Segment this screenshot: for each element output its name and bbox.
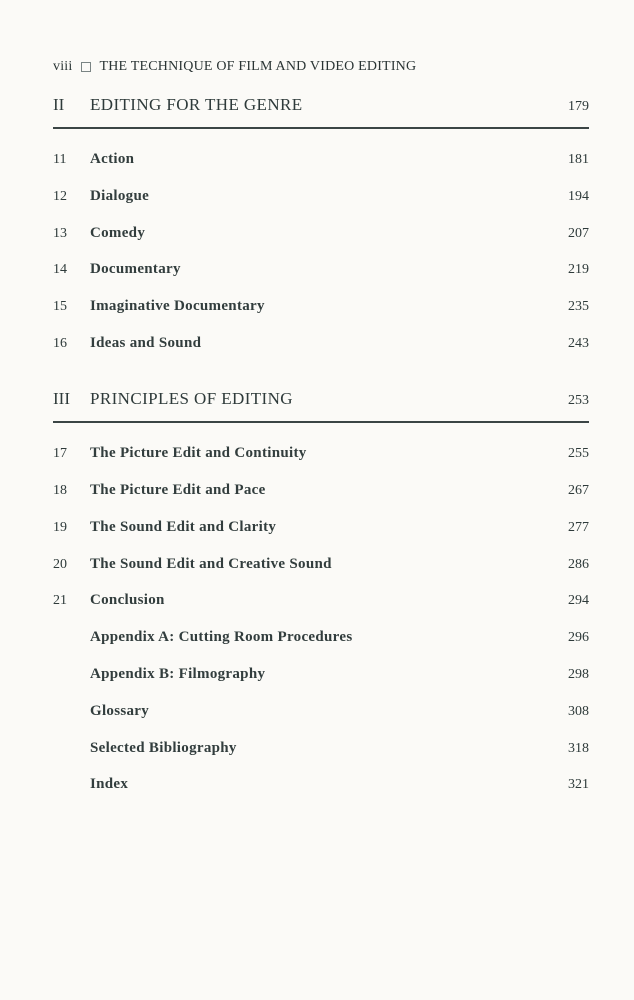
chapter-page: 321 [568, 777, 589, 792]
toc-entry [53, 445, 589, 462]
chapter-title: The Picture Edit and Pace [90, 482, 266, 498]
chapter-page: 277 [568, 520, 589, 535]
toc-entry [53, 519, 589, 536]
chapter-page: 267 [568, 483, 589, 498]
part-title: EDITING FOR THE GENRE [90, 95, 303, 114]
part-heading [53, 95, 589, 115]
chapter-number: 13 [53, 226, 67, 241]
chapter-page: 298 [568, 667, 589, 682]
chapter-page: 294 [568, 593, 589, 608]
chapter-number: 17 [53, 446, 67, 461]
chapter-title: The Picture Edit and Continuity [90, 445, 307, 461]
part-rule [53, 127, 589, 129]
chapter-number: 20 [53, 557, 67, 572]
chapter-page: 318 [568, 741, 589, 756]
chapter-title: Documentary [90, 261, 181, 277]
toc-entry [53, 482, 589, 499]
toc-entry [53, 335, 589, 352]
chapter-page: 194 [568, 189, 589, 204]
chapter-page: 243 [568, 336, 589, 351]
part-page: 253 [568, 393, 589, 408]
toc-entry [53, 225, 589, 242]
chapter-title: Appendix B: Filmography [90, 666, 266, 682]
chapter-page: 255 [568, 446, 589, 461]
chapter-page: 296 [568, 630, 589, 645]
running-head [53, 59, 416, 75]
chapter-number: 18 [53, 483, 67, 498]
chapter-title: Glossary [90, 703, 150, 719]
chapter-title: Selected Bibliography [90, 740, 237, 756]
chapter-number: 11 [53, 152, 67, 167]
chapter-page: 219 [568, 262, 589, 277]
part-numeral: III [53, 389, 70, 408]
chapter-page: 207 [568, 226, 589, 241]
chapter-number: 15 [53, 299, 67, 314]
toc-entry [53, 703, 589, 720]
chapter-page: 235 [568, 299, 589, 314]
chapter-title: Comedy [90, 225, 146, 241]
chapter-title: Index [90, 776, 129, 792]
part-title: PRINCIPLES OF EDITING [90, 389, 293, 408]
part-numeral: II [53, 95, 65, 114]
chapter-title: Action [90, 151, 135, 167]
part-rule [53, 421, 589, 423]
toc-entry [53, 740, 589, 757]
book-title: THE TECHNIQUE OF FILM AND VIDEO EDITING [99, 59, 417, 74]
chapter-title: Appendix A: Cutting Room Procedures [90, 629, 353, 645]
chapter-title: Conclusion [90, 592, 165, 608]
chapter-number: 16 [53, 336, 67, 351]
toc-entry [53, 666, 589, 683]
box-ornament-icon [81, 62, 91, 72]
chapter-title: Imaginative Documentary [90, 298, 265, 314]
chapter-number: 12 [53, 189, 67, 204]
toc-entry [53, 556, 589, 573]
chapter-title: Dialogue [90, 188, 150, 204]
chapter-page: 286 [568, 557, 589, 572]
folio: viii [53, 59, 73, 74]
chapter-title: The Sound Edit and Clarity [90, 519, 277, 535]
chapter-number: 14 [53, 262, 67, 277]
part-page: 179 [568, 99, 589, 114]
chapter-title: Ideas and Sound [90, 335, 202, 351]
toc-entry [53, 261, 589, 278]
chapter-number: 19 [53, 520, 67, 535]
toc-entry [53, 188, 589, 205]
chapter-page: 308 [568, 704, 589, 719]
toc-entry [53, 592, 589, 609]
chapter-page: 181 [568, 152, 589, 167]
toc-entry [53, 151, 589, 168]
toc-entry [53, 776, 589, 793]
chapter-title: The Sound Edit and Creative Sound [90, 556, 332, 572]
toc-entry [53, 298, 589, 315]
chapter-number: 21 [53, 593, 67, 608]
toc-entry [53, 629, 589, 646]
part-heading [53, 389, 589, 409]
